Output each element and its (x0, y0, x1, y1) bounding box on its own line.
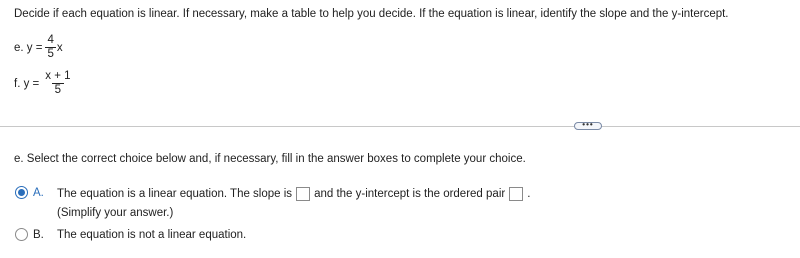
equation-e-numerator: 4 (47, 34, 54, 46)
intercept-answer-box[interactable] (509, 187, 523, 201)
choice-a-body (57, 187, 530, 219)
choice-b-text: The equation is not a linear equation. (57, 229, 247, 241)
choice-a-hint: (Simplify your answer.) (57, 207, 174, 219)
part-prompt: e. Select the correct choice below and, if necessary, fill in the answer boxes to complete your choice. (14, 153, 526, 165)
equation-f-label: f. y = (14, 77, 40, 90)
radio-selected-dot (18, 189, 25, 196)
choice-b-radio[interactable] (15, 228, 28, 241)
equation-e (14, 34, 63, 61)
choice-a-letter: A. (33, 187, 44, 199)
ellipsis-icon: ••• (582, 119, 594, 129)
more-button[interactable] (574, 119, 602, 130)
choice-a[interactable] (15, 187, 530, 219)
choice-a-text-end: . (527, 188, 531, 200)
section-divider (0, 126, 800, 127)
slope-answer-box[interactable] (296, 187, 310, 201)
choice-b[interactable] (15, 229, 246, 241)
equation-e-denominator: 5 (47, 48, 54, 60)
choice-a-text-slope: The equation is a linear equation. The slope is (57, 188, 293, 200)
equation-f-denominator: 5 (52, 83, 64, 97)
equation-f-numerator: x + 1 (45, 70, 71, 82)
equation-f (14, 70, 75, 97)
choice-b-letter: B. (33, 229, 44, 241)
equation-e-variable: x (56, 41, 63, 54)
choice-a-text-intercept: and the y-intercept is the ordered pair (314, 188, 506, 200)
equation-e-fraction (45, 34, 55, 61)
equation-f-fraction (42, 70, 73, 97)
equation-e-label: e. y = (14, 41, 43, 54)
choice-a-radio[interactable] (15, 186, 28, 199)
question-prompt: Decide if each equation is linear. If necessary, make a table to help you decide. If the equation is linear, identify the slope and the y-intercept. (14, 8, 729, 20)
choice-a-line (57, 187, 530, 201)
